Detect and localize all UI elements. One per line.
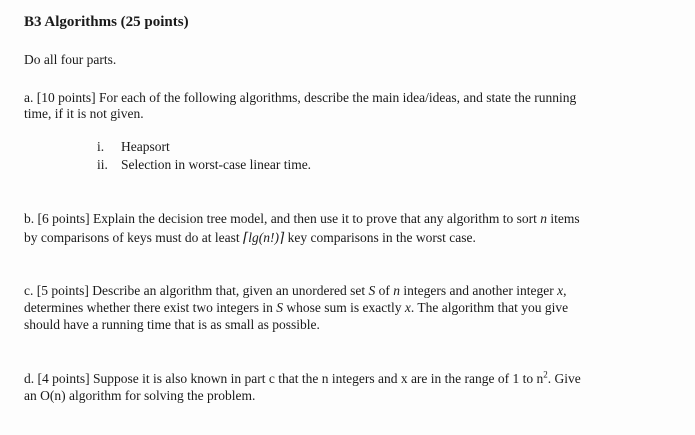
part-d-text: d. [4 points] Suppose it is also known in part c that the n integers and x are in the range of 1 to n [24,371,544,386]
part-d-line-2: an O(n) algorithm for solving the problem. [24,388,256,403]
part-b-text: items [547,211,580,226]
part-b-text: key comparisons in the worst case. [284,230,476,245]
part-c-text: . The algorithm that you give [410,300,569,315]
part-b-text: by comparisons of keys must do at least [24,230,243,245]
section-title: B3 Algorithms (25 points) [24,14,189,30]
part-d-line-1 [24,371,581,387]
part-c-line-3: should have a running time that is as small as possible. [24,317,320,332]
part-b-math-ceil-lg-n-factorial: ⌈lg(n!)⌉ [242,230,285,245]
part-c-line-1 [24,283,566,299]
part-c-var-x: x [404,300,411,315]
part-c-text: determines whether there exist two integers in [24,300,277,315]
part-a-item-num: ii. [97,157,108,172]
part-c-text: c. [5 points] Describe an algorithm that, given an unordered set [24,283,369,298]
part-d-superscript: 2 [543,369,548,380]
part-c-text: , [563,283,567,298]
part-b-line-1 [24,211,580,227]
part-c-text: of [375,283,394,298]
part-c-text: whose sum is exactly [283,300,405,315]
part-d-text: . Give [547,371,581,386]
part-c-var-S: S [368,283,376,298]
part-c-var-x: x [557,283,564,298]
instructions: Do all four parts. [24,52,117,67]
part-c-var-n: n [393,283,401,298]
part-a-line-1: a. [10 points] For each of the following algorithms, describe the main idea/ideas, and state the running [24,90,577,105]
part-b-var-n: n [540,211,548,226]
part-c-var-S: S [276,300,284,315]
part-a-line-2: time, if it is not given. [24,106,144,121]
part-c-line-2 [24,300,568,316]
part-a-item-text: Heapsort [121,139,170,154]
part-b-line-2 [24,230,476,246]
part-a-item-text: Selection in worst-case linear time. [121,157,312,172]
part-a-item-num: i. [97,139,105,154]
part-b-text: b. [6 points] Explain the decision tree model, and then use it to prove that any algorithm to sort [24,211,541,226]
part-c-text: integers and another integer [400,283,558,298]
